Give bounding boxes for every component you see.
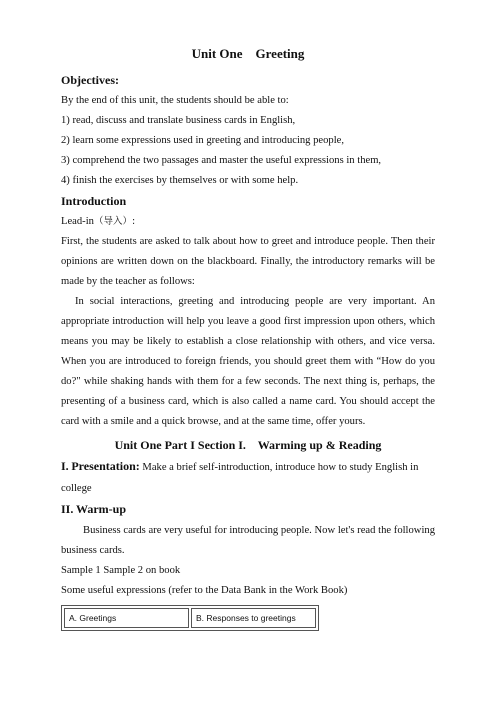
table-cell-greetings: A. Greetings <box>64 608 189 628</box>
unit-title: Unit One Greeting <box>191 46 305 61</box>
introduction-heading: Introduction <box>61 194 127 208</box>
leadin-label: Lead-in <box>61 216 94 227</box>
leadin-line <box>61 212 435 232</box>
table-cell-responses: B. Responses to greetings <box>191 608 316 628</box>
objective-item: 1) read, discuss and translate business cards in English, <box>61 115 296 126</box>
presentation-text: Make a brief self-introduction, introduce how to study English in college <box>61 462 419 494</box>
intro-paragraph: First, the students are asked to talk about how to greet and introduce people. Then their opinions are written down on the blackboard. Finally, the introductory remarks will be made by the teacher as follows: <box>61 236 435 287</box>
samples-line: Sample 1 Sample 2 on book <box>61 565 181 576</box>
expressions-table <box>61 605 319 631</box>
objective-item: 3) comprehend the two passages and master the useful expressions in them, <box>61 155 382 166</box>
objective-item: 2) learn some expressions used in greeting and introducing people, <box>61 135 345 146</box>
presentation-item <box>61 456 435 499</box>
warmup-item <box>61 499 435 521</box>
warmup-label: Warm-up <box>76 502 127 516</box>
section-title: Unit One Part I Section I. Warming up & Reading <box>114 438 382 452</box>
warmup-paragraph: Business cards are very useful for introducing people. Now let's read the following business cards. <box>61 525 435 556</box>
leadin-chinese: （导入）: <box>93 216 136 227</box>
objective-item: 4) finish the exercises by themselves or with some help. <box>61 175 299 186</box>
useful-expressions-line: Some useful expressions (refer to the Data Bank in the Work Book) <box>61 585 348 596</box>
objectives-heading: Objectives: <box>61 73 119 87</box>
presentation-label: Presentation: <box>71 459 140 473</box>
presentation-number: I. <box>61 459 69 473</box>
table-row <box>64 608 316 628</box>
intro-paragraph-2: In social interactions, greeting and introducing people are very important. An appropriate introduction will help you leave a good first impression upon others, which means you may be likely to establish a close relationship with others, and vice versa. When you are introduced to foreign friends, you should greet them with “How do you do?" while shaking hands with them for a few seconds. The next thing is, perhaps, the presenting of a business card, which is also called a name card. You should accept the card with a smile and a quick browse, and at the same time, offer yours. <box>61 296 435 427</box>
objectives-intro: By the end of this unit, the students should be able to: <box>61 95 289 106</box>
warmup-number: II. <box>61 502 74 516</box>
